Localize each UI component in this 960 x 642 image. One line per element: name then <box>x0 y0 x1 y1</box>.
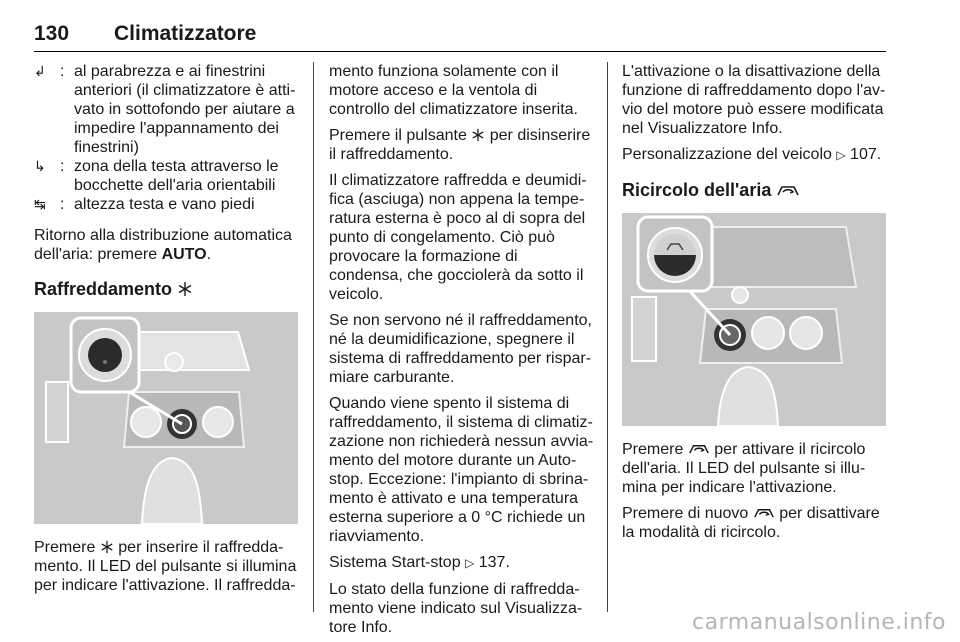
recirculation-icon <box>753 505 779 522</box>
recirc-press-again-paragraph: Premere di nuovo per disattivare la modalità di ricircolo. <box>622 505 880 541</box>
column-divider <box>607 62 608 612</box>
air-windscreen-icon: ↲ <box>34 63 46 79</box>
snowflake-icon <box>471 127 489 144</box>
snowflake-icon <box>100 539 118 556</box>
watermark: carmanualsonline.info <box>692 610 946 635</box>
column-divider <box>313 62 314 612</box>
cooling-illustration <box>34 312 298 524</box>
cooling-press-paragraph: Premere per inserire il raffredda-mento. Il LED del pulsante si illumina per indicare l'attivazione. Il raffredda- <box>34 539 297 594</box>
column-2 <box>329 62 595 642</box>
page-reference-icon: ▷ <box>836 148 846 162</box>
paragraph: Personalizzazione del veicolo ▷ 107. <box>622 146 882 163</box>
column-1 <box>34 62 300 602</box>
column-3 <box>622 62 888 549</box>
air-head-icon: ↳ <box>34 158 46 174</box>
paragraph: Il climatizzatore raffredda e deumidi-fica (asciuga) non appena la tempe-ratura esterna è poco al di sopra del punto di congelamento. Ciò può provocare la formazione di condensa, che gocciolerà da sotto il veicolo. <box>329 172 587 303</box>
paragraph: Sistema Start-stop ▷ 137. <box>329 554 510 571</box>
recirc-press-paragraph: Premere per attivare il ricircolo dell'aria. Il LED del pulsante si illu-mina per indicare l'attivazione. <box>622 441 866 496</box>
paragraph: Lo stato della funzione di raffredda-mento viene indicato sul Visualizza-tore Info. <box>329 581 583 636</box>
page-reference-link[interactable]: 137. <box>478 554 510 571</box>
snowflake-icon <box>177 279 193 299</box>
section-heading-cooling: Raffreddamento <box>34 278 300 300</box>
auto-paragraph: Ritorno alla distribuzione automatica dell'aria: premere AUTO. <box>34 227 292 263</box>
recirculation-illustration <box>622 213 886 426</box>
definition-row: ↳ : zona della testa attraverso le bocchette dell'aria orientabili <box>34 158 279 194</box>
chapter-title: Climatizzatore <box>114 22 257 45</box>
page-number: 130 <box>34 22 70 45</box>
paragraph: Quando viene spento il sistema di raffreddamento, il sistema di climatiz-zazione non richiederà nessun avvia-mento del motore durante un Auto-stop. Eccezione: l'impianto di sbrina-mento è attivato e una temperatura esterna superiore a 0 °C richiede un riavviamento. <box>329 395 594 545</box>
definition-row: ↹ : altezza testa e vano piedi <box>34 196 255 213</box>
page-header <box>34 20 886 52</box>
recirculation-icon <box>776 180 800 200</box>
paragraph: Se non servono né il raffreddamento, né la deumidificazione, spegnere il sistema di raffreddamento per rispar-miare carburante. <box>329 312 592 386</box>
paragraph: mento funziona solamente con il motore acceso e la ventola di controllo del climatizzatore inserita. <box>329 63 578 118</box>
air-head-feet-icon: ↹ <box>34 196 46 212</box>
section-heading-recirculation: Ricircolo dell'aria <box>622 179 888 201</box>
paragraph: L'attivazione o la disattivazione della funzione di raffreddamento dopo l'av-vio del motore può essere modificata nel Visualizzatore Info. <box>622 63 886 137</box>
auto-label: AUTO <box>161 246 207 263</box>
paragraph: Premere il pulsante per disinserire il raffreddamento. <box>329 127 591 163</box>
page-reference-icon: ▷ <box>465 556 475 570</box>
recirculation-icon <box>688 441 714 458</box>
page-reference-link[interactable]: 107. <box>850 146 882 163</box>
definition-row: ↲ : al parabrezza e ai finestrini anteriori (il climatizzatore è atti-vato in sottofondo per aiutare a impedire l'appannamento dei finestrini) <box>34 63 296 156</box>
